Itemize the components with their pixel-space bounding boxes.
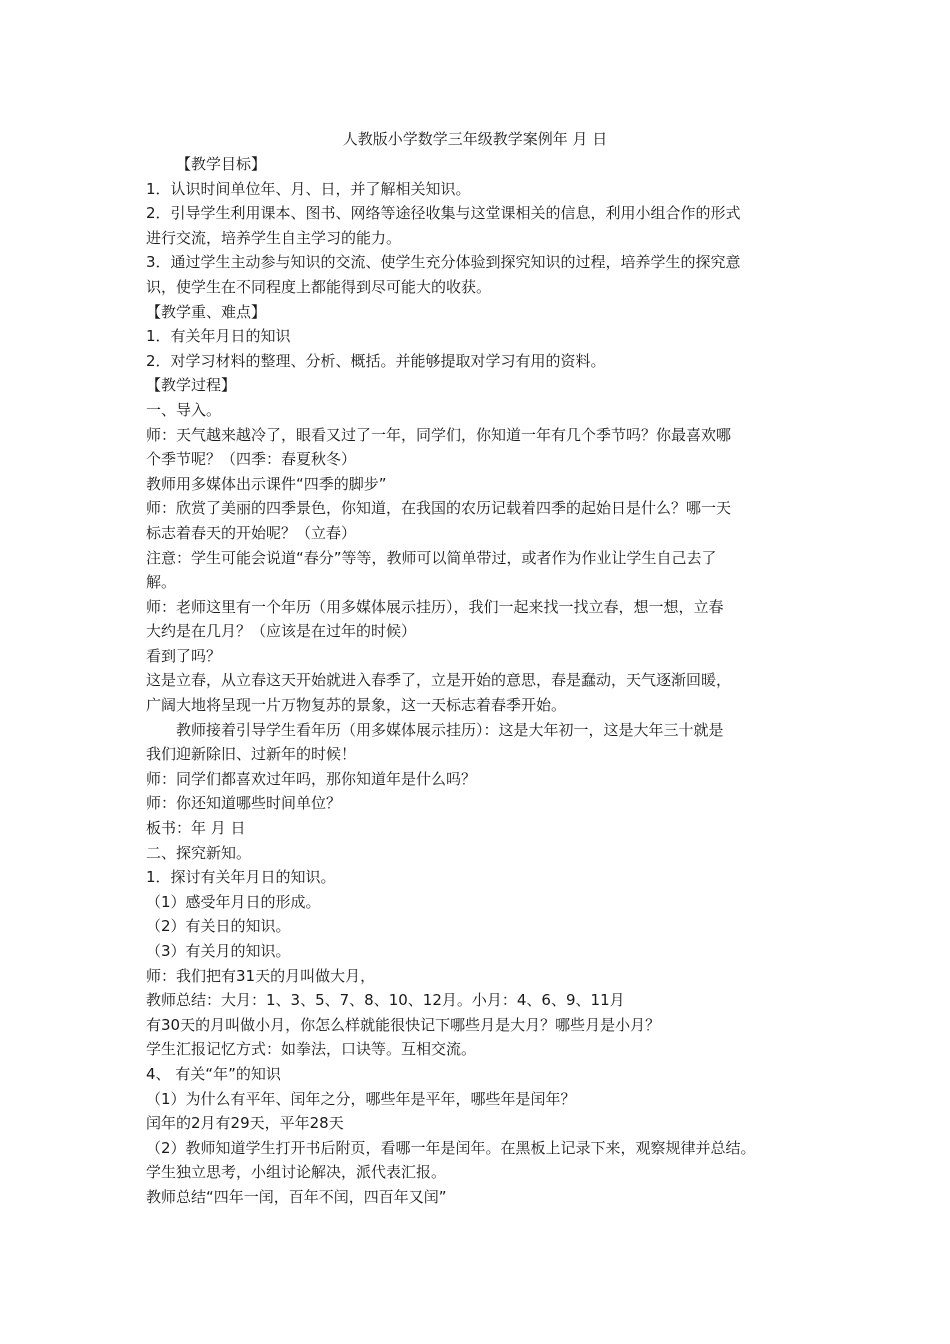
text-line: 识，使学生在不同程度上都能得到尽可能大的收获。 [146,277,492,296]
text-line: （2）教师知道学生打开书后附页，看哪一年是闰年。在黑板上记录下来，观察规律并总结。 [146,1138,756,1157]
text-line: 1．认识时间单位年、月、日，并了解相关知识。 [146,179,471,198]
text-line: 1．探讨有关年月日的知识。 [146,868,336,887]
text-line: 2．引导学生利用课本、图书、网络等途径收集与这堂课相关的信息，利用小组合作的形式 [146,204,741,223]
text-line: 注意：学生可能会说道“春分”等等，教师可以简单带过，或者作为作业让学生自己去了 [146,548,717,567]
text-line: （1）感受年月日的形成。 [146,892,321,911]
text-line: 我们迎新除旧、过新年的时候！ [146,745,357,764]
text-line: 教师总结“四年一闰，百年不闰，四百年又闰” [146,1187,447,1206]
document-title: 人教版小学数学三年级教学案例年 月 日 [342,130,608,148]
text-line: 看到了吗？ [146,646,222,665]
text-line: 学生独立思考，小组讨论解决，派代表汇报。 [146,1163,447,1182]
document-body [146,152,814,1210]
text-line: （3）有关月的知识。 [146,942,291,960]
text-line: 教师用多媒体出示课件“四季的脚步” [146,474,387,493]
text-line: 师：欣赏了美丽的四季景色，你知道，在我国的农历记载着四季的起始日是什么？哪一天 [146,499,732,518]
text-line: 师：你还知道哪些时间单位？ [146,794,342,813]
text-line: 个季节呢？（四季：春夏秋冬） [146,450,357,469]
text-line: 这是立春，从立春这天开始就进入春季了，立是开始的意思，春是蠢动，天气逐渐回暖， [146,671,732,690]
text-line: 师：同学们都喜欢过年吗，那你知道年是什么吗？ [146,769,477,788]
text-line: 教师总结：大月：1、3、5、7、8、10、12月。小月：4、6、9、11月 [146,991,625,1010]
text-line: 【教学目标】 [176,155,267,173]
text-line: 4、 有关“年”的知识 [146,1064,281,1083]
text-line: 【教学过程】 [146,376,237,395]
text-line: 解。 [146,573,177,592]
text-line: 师：老师这里有一个年历（用多媒体展示挂历），我们一起来找一找立春，想一想，立春 [146,597,724,616]
text-line: （2）有关日的知识。 [146,917,291,936]
text-line: 闰年的2月有29天，平年28天 [146,1114,344,1133]
text-line: 二、探究新知。 [146,843,252,862]
text-line: 师：我们把有31天的月叫做大月， [146,966,376,985]
text-line: 学生汇报记忆方式：如拳法，口诀等。互相交流。 [146,1040,477,1059]
text-line: 1．有关年月日的知识 [146,327,291,346]
text-line: 2．对学习材料的整理、分析、概括。并能够提取对学习有用的资料。 [146,351,606,370]
text-line: 有30天的月叫做小月，你怎么样就能很快记下哪些月是大月？哪些月是小月？ [146,1015,661,1034]
text-line: 进行交流，培养学生自主学习的能力。 [146,228,402,247]
text-line: 3．通过学生主动参与知识的交流、使学生充分体验到探究知识的过程，培养学生的探究意 [146,253,741,272]
text-line: 一、导入。 [146,400,222,419]
text-line: 标志着春天的开始呢？（立春） [146,523,357,542]
text-line: 师：天气越来越冷了，眼看又过了一年，同学们，你知道一年有几个季节吗？你最喜欢哪 [146,425,732,444]
text-line: 大约是在几月？（应该是在过年的时候） [146,622,417,641]
text-line: 教师接着引导学生看年历（用多媒体展示挂历）：这是大年初一，这是大年三十就是 [176,720,724,739]
text-line: 广阔大地将呈现一片万物复苏的景象，这一天标志着春季开始。 [146,696,567,715]
text-line: 【教学重、难点】 [146,302,267,321]
text-line: （1）为什么有平年、闰年之分，哪些年是平年，哪些年是闰年？ [146,1089,576,1108]
text-line: 板书：年 月 日 [146,819,246,838]
